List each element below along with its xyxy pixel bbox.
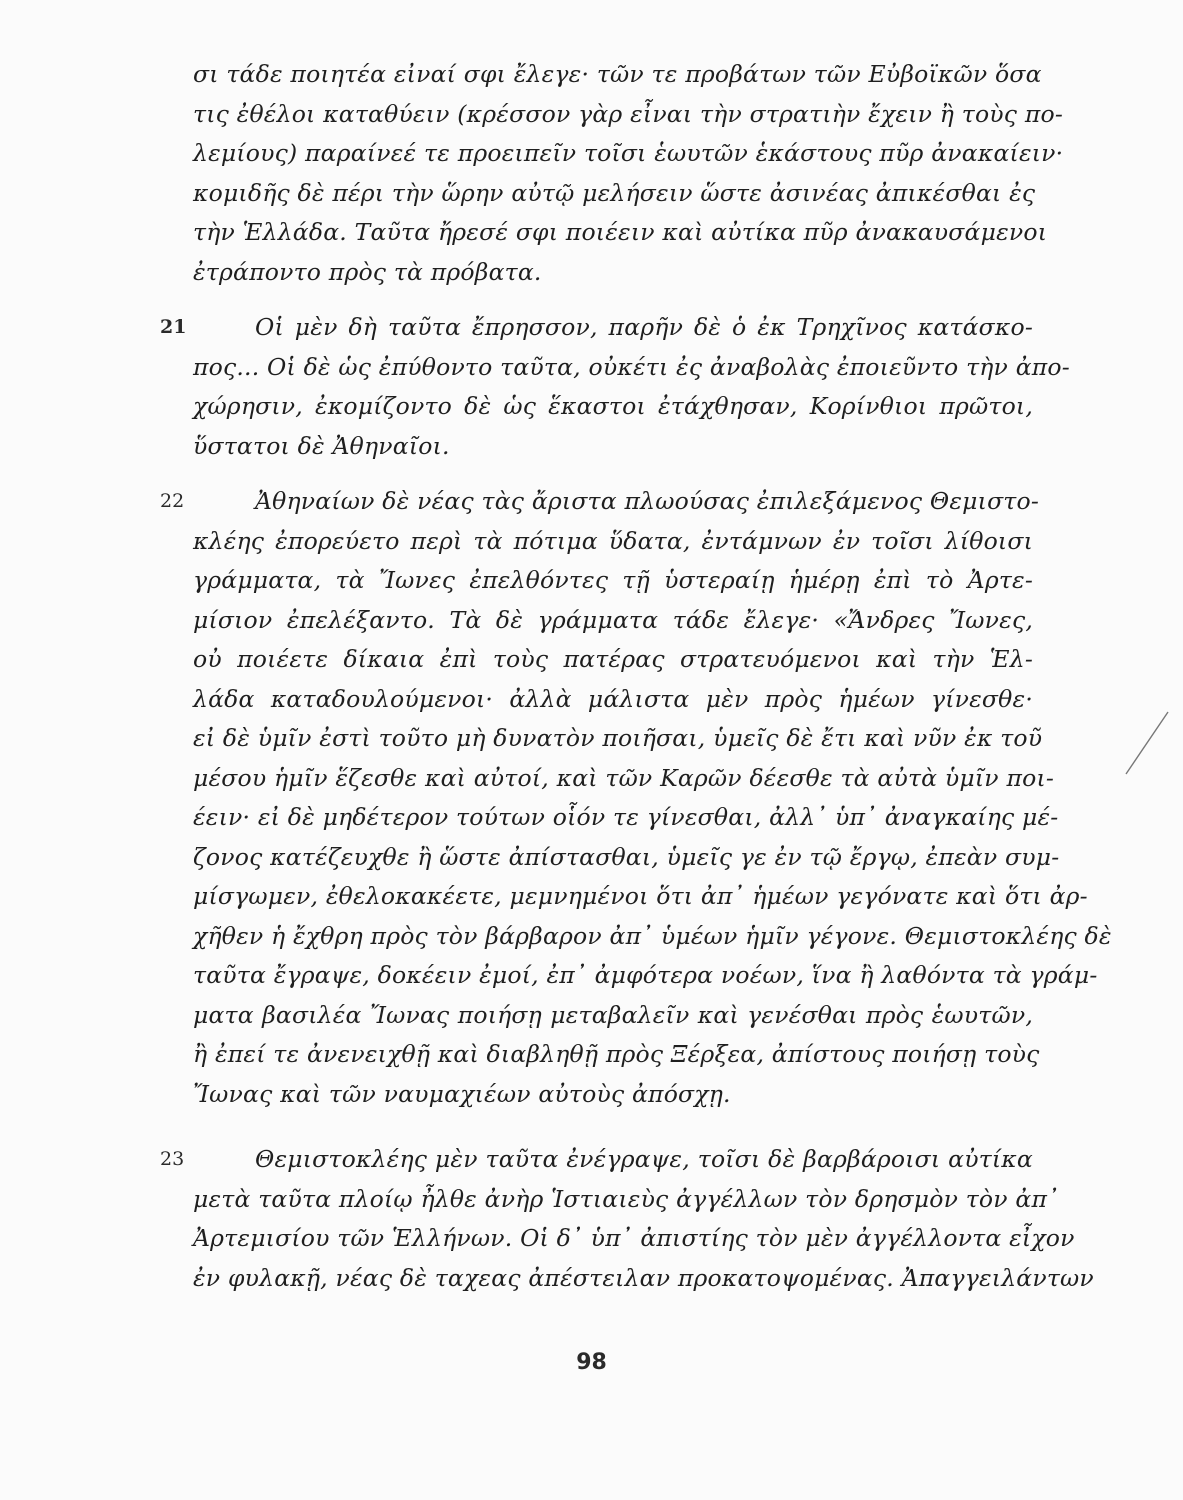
text-line: χώρησιν, ἐκομίζοντο δὲ ὡς ἕκαστοι ἐτάχθησαν, Κορίνθιοι πρῶτοι, (193, 392, 1033, 420)
text-line: χῆθεν ἡ ἔχθρη πρὸς τὸν βάρβαρον ἀπ᾽ ὑμέων ἡμῖν γέγονε. Θεμιστοκλέης δὲ (193, 921, 1112, 950)
text-line: μέσου ἡμῖν ἕζεσθε καὶ αὐτοί, καὶ τῶν Καρῶν δέεσθε τὰ αὐτὰ ὑμῖν ποι- (193, 763, 1054, 792)
text-line: τὴν Ἑλλάδα. Ταῦτα ἤρεσέ σφι ποιέειν καὶ αὐτίκα πῦρ ἀνακαυσάμενοι (193, 218, 1048, 246)
text-line: ταῦτα ἔγραψε, δοκέειν ἐμοί, ἐπ᾽ ἀμφότερα νοέων, ἵνα ἢ λαθόντα τὰ γράμ- (193, 961, 1098, 989)
text-line: κομιδῆς δὲ πέρι τὴν ὥρην αὐτῷ μελήσειν ὥστε ἀσινέας ἀπικέσθαι ἐς (193, 178, 1036, 207)
text-line: ματα βασιλέα Ἴωνας ποιήσῃ μεταβαλεῖν καὶ γενέσθαι πρὸς ἑωυτῶν, (193, 1000, 1033, 1029)
paragraph-22 (193, 482, 1112, 1114)
text-line: κλέης ἐπορεύετο περὶ τὰ πότιμα ὕδατα, ἐντάμνων ἐν τοῖσι λίθοισι (193, 526, 1033, 555)
text-line: σι τάδε ποιητέα εἰναί σφι ἔλεγε· τῶν τε προβάτων τῶν Εὐβοϊκῶν ὅσα (193, 60, 1042, 88)
text-line: Ἀθηναίων δὲ νέας τὰς ἄριστα πλωούσας ἐπιλεξάμενος Θεμιστο- (255, 487, 1040, 515)
text-line: μίσγωμεν, ἐθελοκακέετε, μεμνημένοι ὅτι ἀπ᾽ ἡμέων γεγόνατε καὶ ὅτι ἀρ- (193, 882, 1088, 910)
text-line: Οἱ μὲν δὴ ταῦτα ἔπρησσον, παρῆν δὲ ὁ ἐκ Τρηχῖνος κατάσκο- (255, 313, 1033, 341)
paragraph-number: 21 (160, 316, 187, 338)
text-line: εἰ δὲ ὑμῖν ἐστὶ τοῦτο μὴ δυνατὸν ποιῆσαι, ὑμεῖς δὲ ἔτι καὶ νῦν ἐκ τοῦ (193, 724, 1043, 752)
text-line: ἐν φυλακῇ, νέας δὲ ταχεας ἀπέστειλαν προκατοψομένας. Ἀπαγγειλάντων (193, 1263, 1094, 1292)
paragraph-23 (193, 1140, 1094, 1298)
text-line: έειν· εἰ δὲ μηδέτερον τούτων οἷόν τε γίνεσθαι, ἀλλ᾽ ὑπ᾽ ἀναγκαίης μέ- (193, 803, 1059, 831)
text-line: γράμματα, τὰ Ἴωνες ἐπελθόντες τῇ ὑστεραίῃ ἡμέρῃ ἐπὶ τὸ Ἀρτε- (193, 566, 1033, 594)
page-number: 98 (576, 1350, 607, 1375)
text-line: Ἴωνας καὶ τῶν ναυμαχιέων αὐτοὺς ἀπόσχῃ. (193, 1079, 731, 1108)
paragraph-number: 23 (160, 1148, 185, 1170)
paragraph-continuation (193, 55, 1064, 292)
text-line: λεμίους) παραίνεέ τε προειπεῖν τοῖσι ἑωυτῶν ἑκάστους πῦρ ἀνακαίειν· (193, 139, 1064, 167)
text-line: μίσιον ἐπελέξαντο. Τὰ δὲ γράμματα τάδε ἔλεγε· «Ἄνδρες Ἴωνες, (193, 605, 1033, 634)
text-line: πος... Οἱ δὲ ὡς ἐπύθοντο ταῦτα, οὐκέτι ἐς ἀναβολὰς ἐποιεῦντο τὴν ἀπο- (193, 352, 1070, 381)
margin-stroke-mark (1122, 708, 1172, 778)
text-line: ζονος κατέζευχθε ἢ ὥστε ἀπίστασθαι, ὑμεῖς γε ἐν τῷ ἔργῳ, ἐπεὰν συμ- (193, 842, 1060, 871)
text-line: Θεμιστοκλέης μὲν ταῦτα ἐνέγραψε, τοῖσι δὲ βαρβάροισι αὐτίκα (255, 1145, 1033, 1173)
text-line: Ἀρτεμισίου τῶν Ἑλλήνων. Οἱ δ᾽ ὑπ᾽ ἀπιστίης τὸν μὲν ἀγγέλλοντα εἶχον (193, 1224, 1075, 1252)
text-line: λάδα καταδουλούμενοι· ἀλλὰ μάλιστα μὲν πρὸς ἡμέων γίνεσθε· (193, 684, 1033, 713)
text-line: ὕστατοι δὲ Ἀθηναῖοι. (193, 431, 450, 460)
paragraph-21 (193, 308, 1070, 466)
text-line: τις ἐθέλοι καταθύειν (κρέσσον γὰρ εἶναι τὴν στρατιὴν ἔχειν ἢ τοὺς πο- (193, 99, 1063, 128)
text-line: μετὰ ταῦτα πλοίῳ ἦλθε ἀνὴρ Ἱστιαιεὺς ἀγγέλλων τὸν δρησμὸν τὸν ἀπ᾽ (193, 1184, 1060, 1213)
paragraph-number: 22 (160, 490, 185, 512)
text-line: οὐ ποιέετε δίκαια ἐπὶ τοὺς πατέρας στρατευόμενοι καὶ τὴν Ἑλ- (193, 645, 1033, 673)
text-line: ἐτράποντο πρὸς τὰ πρόβατα. (193, 257, 542, 286)
text-line: ἢ ἐπεί τε ἀνενειχθῇ καὶ διαβληθῇ πρὸς Ξέρξεα, ἀπίστους ποιήσῃ τοὺς (193, 1040, 1040, 1068)
